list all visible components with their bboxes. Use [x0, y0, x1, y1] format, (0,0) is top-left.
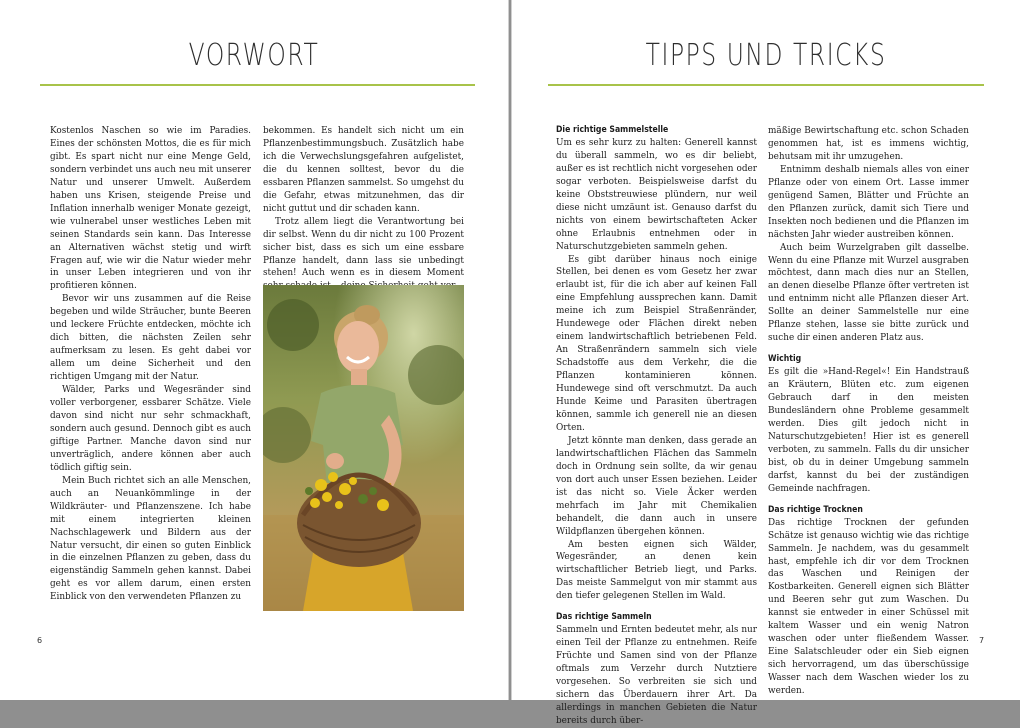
paragraph: Jetzt könnte man denken, dass gerade an landwirtschaftlichen Flächen das Sammeln doch in Ordnung sein sollte, da wir genau von dort auch unser Essen beziehen. Leider ist das nicht so. Viele Äcker werden mehrfach im Jahr mit Chemikalien behandelt, die dann auch in unsere Wildpflanzen übergehen können. — [556, 435, 757, 537]
title-rule — [40, 84, 475, 86]
paragraph: Das richtige Trocknen der gefunden Schätze ist genauso wichtig wie das richtige Sammeln. Je nachdem, was du gesammelt hast, empfehle ich dir vor dem Trocknen das Waschen und Reinigen der Kostbarkeiten. Generell eignen sich Blätter und Beeren sehr gut zum Waschen. Du kannst sie entweder in einer Schüssel mit kaltem Wasser und ein wenig Natron waschen oder unter fließendem Wasser. Eine Salatschleuder oder ein Sieb eignen sich hervorragend, um das überschüssige Wasser nach dem Waschen wieder los zu werden. — [768, 517, 969, 697]
paragraph: Entnimm deshalb niemals alles von einer Pflanze oder von einem Ort. Lasse immer genügend Samen, Blätter und Früchte an den Pflanzen zurück, damit sich Tiere und Insekten noch bedienen und die Pflanzen im nächsten Jahr wieder austreiben können. — [768, 164, 969, 240]
paragraph: Es gilt die »Hand-Regel«! Ein Handstrauß an Kräutern, Blüten etc. zum eigenen Gebrauch darf in den meisten Bundesländern ohne Probleme gesammelt werden. Dies gilt jedoch nicht in Naturschutzgebieten! Hier ist es generell verboten, zu sammeln. Falls du dir unsicher bist, ob du in deiner Umgebung sammeln darfst, kannst du bei der zuständigen Gemeinde nachfragen. — [768, 367, 969, 494]
paragraph: bekommen. Es handelt sich nicht um ein Pflanzenbestimmungsbuch. Zusätzlich habe ich die Verwechslungsgefahren aufgelistet, die du kennen solltest, bevor du die essbaren Pflanzen sammelst. So umgehst du die Gefahr, etwas mitzunehmen, das dir nicht guttut und dir schaden kann. — [263, 126, 464, 214]
page-title-tipps-und-tricks: TIPPS UND TRICKS — [645, 38, 887, 73]
page-number-left: 6 — [37, 636, 43, 645]
paragraph: Wälder, Parks und Wegesränder sind voller verborgener, essbarer Schätze. Viele davon sind nicht nur sehr schmackhaft, sondern auch gesund. Dennoch gibt es auch giftige Partner. Manche davon sind nur unverträglich, andere können aber auch tödlich giftig sein. — [50, 385, 251, 473]
paragraph: Kostenlos Naschen so wie im Paradies. Eines der schönsten Mottos, die es für mich gibt. Es spart nicht nur eine Menge Geld, sondern verbindet uns auch neu mit unserer Natur und unserer Umwelt. Außerdem haben uns Krisen, steigende Preise und Inflation innerhalb weniger Monate gezeigt, wie vulnerabel unser westliches Leben mit seinen Standards sein kann. Das Interesse an Alternativen wächst stetig und wirft Fragen auf, wie wir die Natur wieder mehr in unser Leben integrieren und von ihr profitieren können. — [50, 126, 251, 292]
paragraph: Um es sehr kurz zu halten: Generell kannst du überall sammeln, wo es dir beliebt, außer es ist rechtlich nicht vorgesehen oder sogar verboten. Beispielsweise darfst du keine Obststreuwiese plündern, nur weil diese nicht umzäunt ist. Genauso darfst du nichts von einem bewirtschafteten Acker ohne Erlaubnis entnehmen oder in Naturschutzgebieten sammeln gehen. — [556, 137, 757, 252]
section-heading: Das richtige Trocknen — [768, 504, 863, 515]
right-page — [511, 0, 1020, 726]
section-heading: Das richtige Sammeln — [556, 612, 652, 623]
paragraph: Am besten eignen sich Wälder, Wegesränder, an denen kein wirtschaftlicher Betrieb liegt, und Parks. Das meiste Sammelgut von mir stammt aus den tiefer gelegenen Stellen im Wald. — [556, 539, 757, 602]
paragraph: mäßige Bewirtschaftung etc. schon Schaden genommen hat, ist es immens wichtig, behutsam mit ihr umzugehen. — [768, 126, 969, 162]
paragraph: Es gibt darüber hinaus noch einige Stellen, bei denen es vom Gesetz her zwar erlaubt ist, für die ich aber auf keinen Fall eine Empfehlung aussprechen kann. Damit meine ich zum Beispiel Straßenränder, Hundewege oder Flächen direkt neben einem landwirtschaftlich betriebenen Feld. An Straßenrändern sammeln sich viele Schadstoffe aus dem Verkehr, die die Pflanzen kontaminieren können. Hundewege sind oft verschmutzt. Da auch Hunde Keime und Parasiten übertragen können, sammle ich generell nie an diesen Orten. — [556, 254, 757, 433]
section-heading: Die richtige Sammelstelle — [556, 125, 669, 135]
paragraph: Bevor wir uns zusammen auf die Reise begeben und wilde Sträucher, bunte Beeren und leckere Früchte entdecken, möchte ich dich bitten, die nächsten Zeilen sehr aufmerksam zu lesen. Es geht dabei vor allem um deine Sicherheit und den richtigen Umgang mit der Natur. — [50, 294, 251, 383]
page-title-vorwort: VORWORT — [188, 38, 320, 73]
photo-woman-with-basket — [263, 285, 464, 611]
paragraph: Mein Buch richtet sich an alle Menschen, auch an Neuankömmlinge in der Wildkräuter- und Pflanzenszene. Ich habe mit einem integrierten kleinen Nachschlagewerk und Bildern aus der Natur versucht, dir einen so guten Einblick in die einzelnen Pflanzen zu geben, dass du eigenständig Sammeln gehen kannst. Dabei geht es vor allem darum, einen ersten Einblick von den verwendeten Pflanzen zu — [50, 475, 251, 603]
paragraph: Auch beim Wurzelgraben gilt dasselbe. Wenn du eine Pflanze mit Wurzel ausgraben möchtest, dann mach dies nur an Stellen, an denen dieselbe Pflanze öfter vertreten ist und entnimm nicht alle Pflanzen dieser Art. Sollte an deiner Sammelstelle nur eine Pflanze stehen, lasse sie bitte zurück und suche dir einen anderen Platz aus. — [768, 242, 969, 344]
left-column-2 — [263, 125, 464, 293]
paragraph: Sammeln und Ernten bedeutet mehr, als nur einen Teil der Pflanze zu entnehmen. Reife Früchte und Samen sind von der Pflanze oftmals zum Verzehr durch Nutztiere vorgesehen. So verbreiten sie sich und sichern das Überdauern ihrer Art. Da allerdings in manchen Gebieten die Natur bereits durch über- — [556, 625, 757, 726]
left-column-1 — [50, 125, 251, 604]
left-page — [0, 0, 509, 700]
right-column-1 — [556, 125, 757, 728]
photo-illustration — [263, 285, 464, 611]
section-heading: Wichtig — [768, 354, 802, 365]
paragraph: Trotz allem liegt die Verantwortung bei dir selbst. Wenn du dir nicht zu 100 Prozent sicher bist, dass es sich um eine essbare Pflanze handelt, dann lass sie unbedingt stehen! Auch wenn es in diesem Moment — [263, 216, 464, 279]
title-rule — [548, 84, 984, 86]
page-number-right: 7 — [979, 636, 985, 645]
right-column-2 — [768, 125, 969, 698]
